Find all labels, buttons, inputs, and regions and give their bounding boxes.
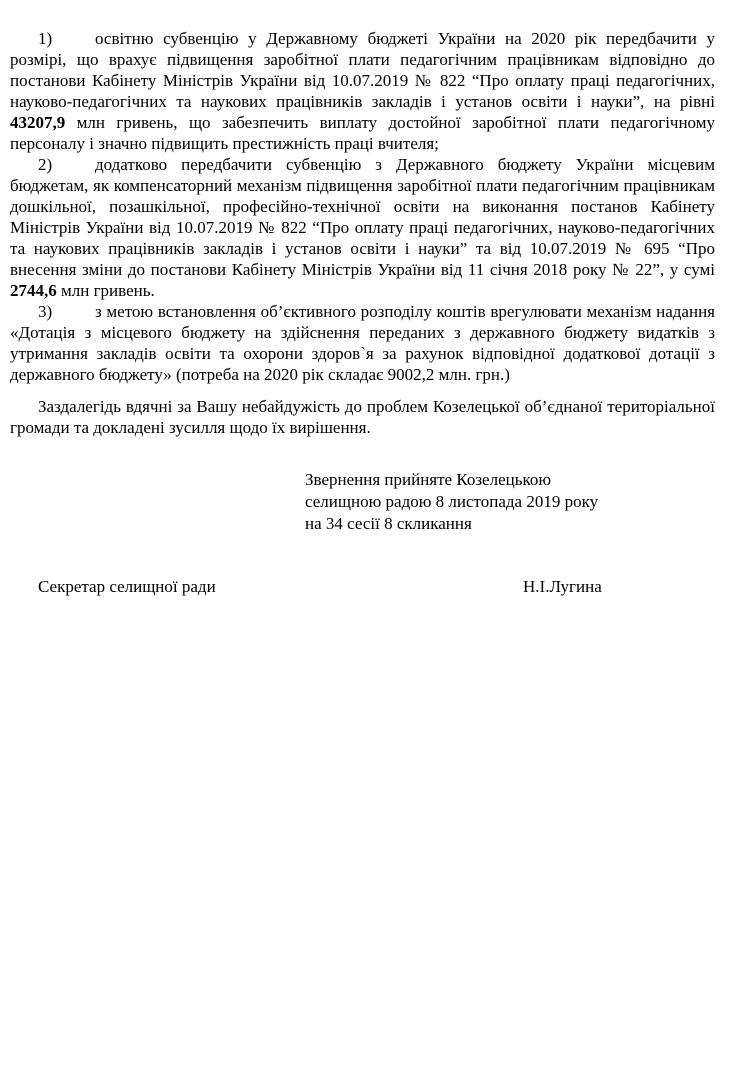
item-2-text-after: млн гривень. bbox=[56, 281, 155, 300]
signature-row bbox=[10, 576, 715, 597]
item-2-number: 2) bbox=[38, 155, 53, 174]
signature-title: Секретар селищної ради bbox=[38, 577, 216, 596]
numbered-item-3 bbox=[10, 301, 715, 385]
item-2-bold-amount: 2744,6 bbox=[10, 281, 57, 300]
document-content bbox=[10, 28, 715, 597]
closing-paragraph: Заздалегідь вдячні за Вашу небайдужість до проблем Козелецької об’єднаної територіальної громади та докладені зусилля щодо їх вирішення. bbox=[10, 397, 715, 437]
numbered-item-2 bbox=[10, 154, 715, 301]
signature-name: Н.І.Лугина bbox=[523, 577, 602, 596]
item-3-text: з метою встановлення об’єктивного розподілу коштів врегулювати механізм надання «Дотація з місцевого бюджету на здійснення переданих з державного бюджету видатків з утримання закладів освіти та охорони здоров`я за рахунок відповідної додаткової дотації з державного бюджету» (потреба на 2020 рік складає 9002,2 млн. грн.) bbox=[10, 302, 715, 384]
acceptance-note-line: селищною радою 8 листопада 2019 року bbox=[305, 492, 599, 511]
item-2-text: додатково передбачити субвенцію з Державного бюджету України місцевим бюджетам, як компенсаторний механізм підвищення заробітної плати педагогічним працівникам дошкільної, позашкільної, професійно-технічної освіти на виконання постанов Кабінету Міністрів України від 10.07.2019 № 822 “Про оплату праці педагогічних, науково-педагогічних та наукових працівників закладів і установ освіти і науки” та від 10.07.2019 № 695 “Про внесення зміни до постанови Кабінету Міністрів України від 11 січня 2018 року № 22”, у сумі bbox=[10, 155, 715, 279]
item-1-text: освітню субвенцію у Державному бюджеті України на 2020 рік передбачити у розмірі, що врахує підвищення заробітної плати педагогічним працівникам відповідно до постанови Кабінету Міністрів України від 10.07.2019 № 822 “Про оплату праці педагогічних, науково-педагогічних та наукових працівників закладів і установ освіти і науки”, на рівні bbox=[10, 29, 715, 111]
numbered-item-1 bbox=[10, 28, 715, 154]
acceptance-note-line: Звернення прийняте Козелецькою bbox=[305, 470, 552, 489]
item-1-number: 1) bbox=[38, 29, 53, 48]
item-1-bold-amount: 43207,9 bbox=[10, 113, 66, 132]
item-1-text-after: млн гривень, що забезпечить виплату достойної заробітної плати педагогічному персоналу і значно підвищить престижність праці вчителя; bbox=[10, 113, 715, 153]
acceptance-note bbox=[305, 469, 715, 535]
acceptance-note-line: на 34 сесії 8 скликання bbox=[305, 514, 472, 533]
item-3-number: 3) bbox=[38, 302, 53, 321]
